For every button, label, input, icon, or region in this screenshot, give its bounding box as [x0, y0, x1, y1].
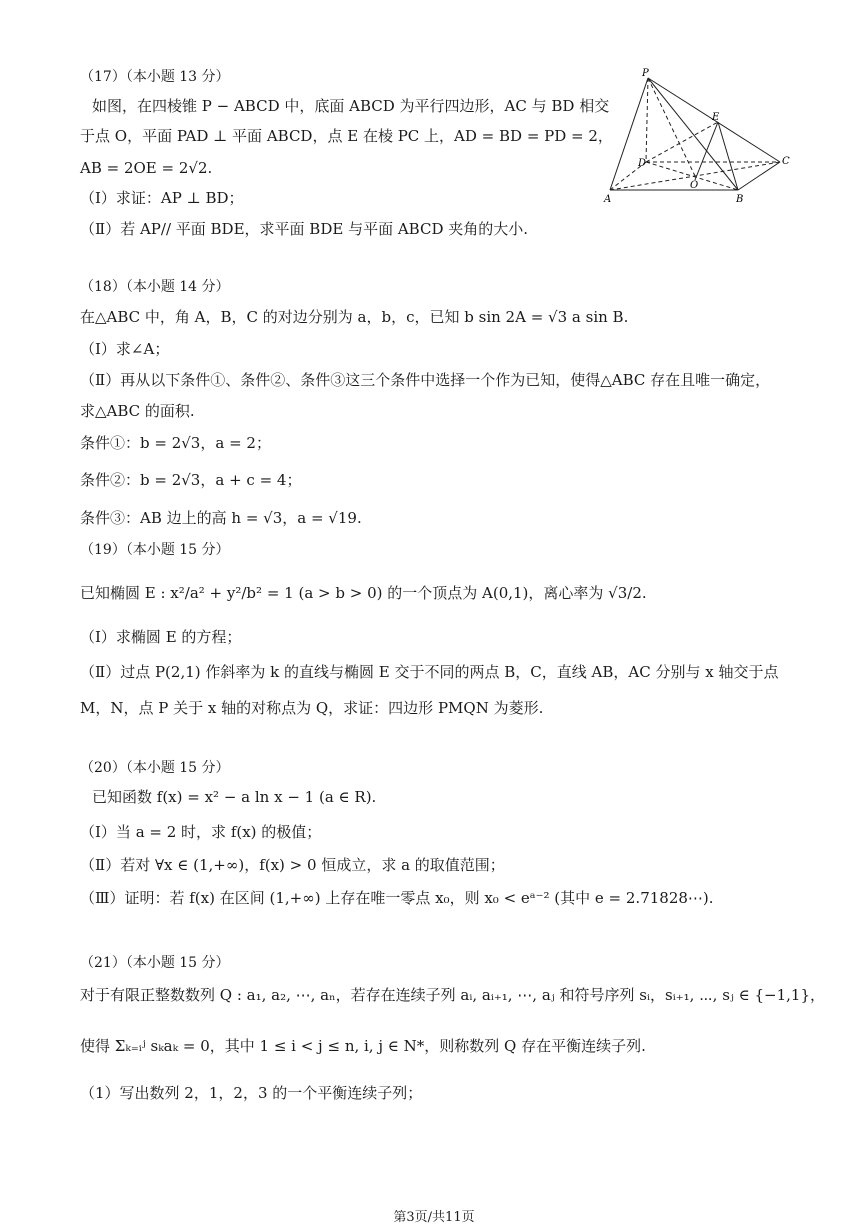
q18-cond-1: 条件①：b = 2√3，a = 2；	[80, 434, 271, 452]
label-A: A	[604, 194, 612, 205]
label-P: P	[642, 68, 649, 79]
q21-header: （21）（本小题 15 分）	[80, 955, 230, 971]
q17-header: （17）（本小题 13 分）	[80, 69, 230, 85]
q18-part-2: （Ⅱ）再从以下条件①、条件②、条件③这三个条件中选择一个作为已知，使得△ABC 存在且唯一确定，	[80, 371, 771, 389]
q20-part-2: （Ⅱ）若对 ∀x ∈ (1,+∞)，f(x) > 0 恒成立，求 a 的取值范围；	[80, 856, 505, 874]
q18-cond-3: 条件③：AB 边上的高 h = √3，a = √19.	[80, 509, 362, 527]
q19-part-1: （Ⅰ）求椭圆 E 的方程；	[80, 628, 242, 646]
label-D: D	[638, 158, 647, 169]
q20-header: （20）（本小题 15 分）	[80, 760, 230, 776]
label-B: B	[736, 194, 744, 205]
q17-line-3: AB = 2OE = 2√2.	[80, 159, 213, 177]
q19-line-1: 已知椭圆 E : x²/a² + y²/b² = 1 (a > b > 0) 的一个顶点为 A(0,1)，离心率为 √3/2.	[80, 584, 647, 602]
q17-part-2: （Ⅱ）若 AP// 平面 BDE，求平面 BDE 与平面 ABCD 夹角的大小.	[80, 220, 529, 238]
q18-cond-2: 条件②：b = 2√3，a + c = 4；	[80, 471, 302, 489]
q21-part-1: （1）写出数列 2，1，2，3 的一个平衡连续子列；	[80, 1084, 423, 1102]
q18-part-2b: 求△ABC 的面积.	[80, 402, 195, 420]
q17-line-1: 如图，在四棱锥 P − ABCD 中，底面 ABCD 为平行四边形，AC 与 BD 相交	[92, 97, 610, 115]
pyramid-figure	[600, 66, 800, 206]
label-C: C	[782, 156, 790, 167]
q21-line-1: 对于有限正整数数列 Q : a₁, a₂, ⋯, aₙ，若存在连续子列 aᵢ, aᵢ₊₁, ⋯, aⱼ 和符号序列 sᵢ，sᵢ₊₁, ⋯, sⱼ ∈ {−1,1}，	[80, 986, 826, 1004]
q19-header: （19）（本小题 15 分）	[80, 542, 230, 558]
q18-part-1: （Ⅰ）求∠A；	[80, 340, 170, 358]
q18-header: （18）（本小题 14 分）	[80, 279, 230, 295]
q19-part-2: （Ⅱ）过点 P(2,1) 作斜率为 k 的直线与椭圆 E 交于不同的两点 B，C，直线 AB，AC 分别与 x 轴交于点	[80, 663, 779, 681]
page-footer: 第3页/共11页	[393, 1210, 475, 1225]
label-O: O	[690, 180, 699, 191]
q18-line-1: 在△ABC 中，角 A，B，C 的对边分别为 a，b，c，已知 b sin 2A = √3 a sin B.	[80, 308, 629, 326]
q17-line-2: 于点 O，平面 PAD ⊥ 平面 ABCD，点 E 在棱 PC 上，AD = BD = PD = 2，	[80, 127, 613, 145]
q20-line-1: 已知函数 f(x) = x² − a ln x − 1 (a ∈ R).	[92, 788, 377, 806]
q17-part-1: （Ⅰ）求证：AP ⊥ BD；	[80, 189, 244, 207]
q20-part-1: （Ⅰ）当 a = 2 时，求 f(x) 的极值；	[80, 823, 322, 841]
q20-part-3: （Ⅲ）证明：若 f(x) 在区间 (1,+∞) 上存在唯一零点 x₀，则 x₀ < eᵃ⁻² (其中 e = 2.71828⋯).	[80, 889, 714, 907]
label-E: E	[712, 112, 720, 123]
q21-line-2: 使得 Σₖ₌ᵢʲ sₖaₖ = 0，其中 1 ≤ i < j ≤ n, i, j ∈ N*，则称数列 Q 存在平衡连续子列.	[80, 1037, 646, 1055]
q19-part-2b: M，N，点 P 关于 x 轴的对称点为 Q，求证：四边形 PMQN 为菱形.	[80, 699, 544, 717]
